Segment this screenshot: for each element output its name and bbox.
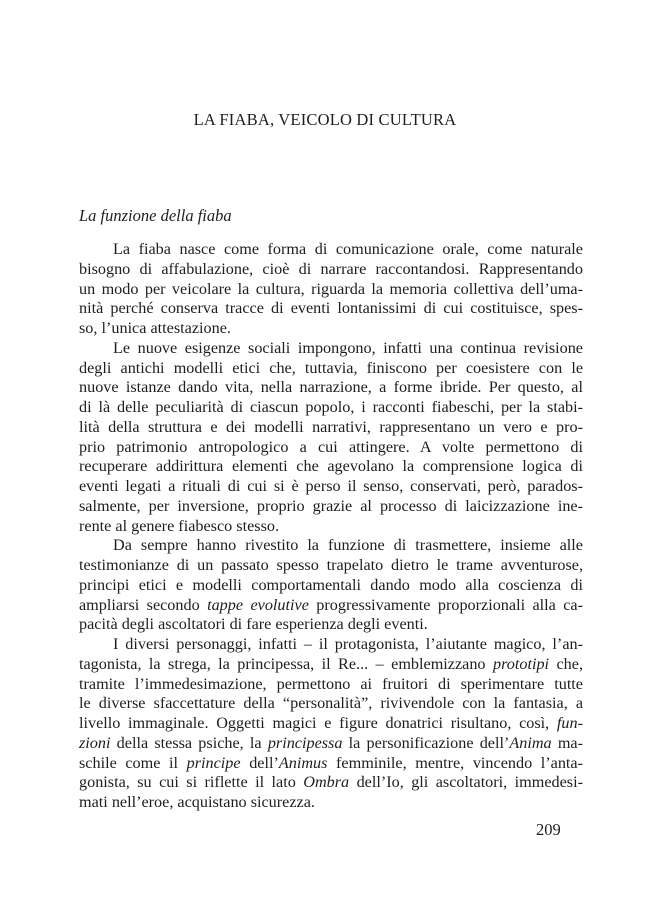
paragraph: [79, 240, 583, 339]
italic-term: Anima: [509, 733, 552, 752]
text-line: degli antichi modelli etici che, tuttavia, finiscono per coesistere con le: [79, 358, 583, 377]
text-line: ampliarsi secondo tappe evolutive progressivamente proporzionali alla ca-: [79, 595, 584, 614]
text-line: testimonianze di un passato spesso trapelato dietro le trame avventurose,: [79, 556, 583, 574]
italic-term: principe: [186, 753, 241, 772]
text-line: di là delle peculiarità di ciascun popolo, i racconti fiabeschi, per la stabi-: [79, 398, 583, 416]
text-line: un modo per veicolare la cultura, riguarda la memoria collettiva dell’uma-: [79, 279, 583, 298]
text-line: lità della struttura e dei modelli narrativi, rappresentano un vero e pro-: [79, 417, 583, 436]
text-line: recuperare addirittura elementi che agevolano la comprensione logica di: [79, 457, 583, 476]
italic-term: prototipi: [492, 654, 550, 673]
italic-term: tappe evolutive: [207, 595, 309, 614]
text-line: eventi legati a rituali di cui si è perso il senso, conservati, però, parados-: [79, 477, 583, 495]
text-line: gonista, su cui si riflette il lato Ombra dell’Io, gli ascoltatori, immedesi-: [79, 773, 583, 792]
italic-term: Ombra: [303, 773, 350, 792]
text-line: salmente, per inversione, proprio grazie al processo di laicizzazione ine-: [79, 496, 583, 515]
text-line: nuove istanze dando vita, nella narrazione, a forme ibride. Per questo, al: [79, 378, 583, 397]
section-title: La funzione della fiaba: [79, 206, 232, 225]
body-text: [79, 240, 583, 813]
text-line: Da sempre hanno rivestito la funzione di trasmettere, insieme alle: [113, 536, 583, 555]
paragraph: [79, 536, 583, 635]
text-line: le diverse sfaccettature della “personalità”, rivivendole con la fantasia, a: [79, 694, 583, 713]
text-line: nità perché conserva tracce di eventi lontanissimi di cui costituisce, spes-: [79, 299, 583, 318]
italic-term: zioni: [79, 733, 111, 752]
page-number: 209: [536, 820, 561, 839]
text-line: schile come il principe dell’Animus femminile, mentre, vincendo l’anta-: [79, 753, 584, 772]
paragraph: [79, 339, 583, 537]
paragraph: [79, 635, 583, 813]
italic-term: fun-: [556, 714, 583, 732]
text-line: mati nell’eroe, acquistano sicurezza.: [79, 793, 315, 811]
chapter-title: LA FIABA, VEICOLO DI CULTURA: [193, 110, 457, 129]
text-line: La fiaba nasce come forma di comunicazione orale, come naturale: [113, 240, 583, 258]
text-line: zioni della stessa psiche, la principessa la personificazione dell’Anima ma-: [79, 733, 584, 752]
italic-term: Animus: [278, 753, 328, 772]
text-line: Le nuove esigenze sociali impongono, infatti una continua revisione: [113, 338, 583, 357]
text-line: tramite l’immedesimazione, permettono ai fruitori di sperimentare tutte: [79, 674, 583, 693]
text-line: rente al genere fiabesco stesso.: [79, 516, 280, 535]
text-line: pacità degli ascoltatori di fare esperienza degli eventi.: [79, 615, 428, 634]
text-line: prio patrimonio antropologico a cui attingere. A volte permettono di: [79, 437, 583, 456]
text-line: livello immaginale. Oggetti magici e figure donatrici risultano, così, fun-: [79, 714, 583, 732]
text-line: tagonista, la strega, la principessa, il Re... – emblemizzano prototipi che,: [79, 654, 583, 673]
text-line: I diversi personaggi, infatti – il protagonista, l’aiutante magico, l’an-: [113, 635, 583, 653]
text-line: principi etici e modelli comportamentali dando modo alla coscienza di: [79, 575, 583, 594]
text-line: bisogno di affabulazione, cioè di narrare raccontandosi. Rappresentando: [79, 259, 583, 278]
italic-term: principessa: [267, 733, 343, 752]
text-line: so, l’unica attestazione.: [79, 319, 231, 337]
